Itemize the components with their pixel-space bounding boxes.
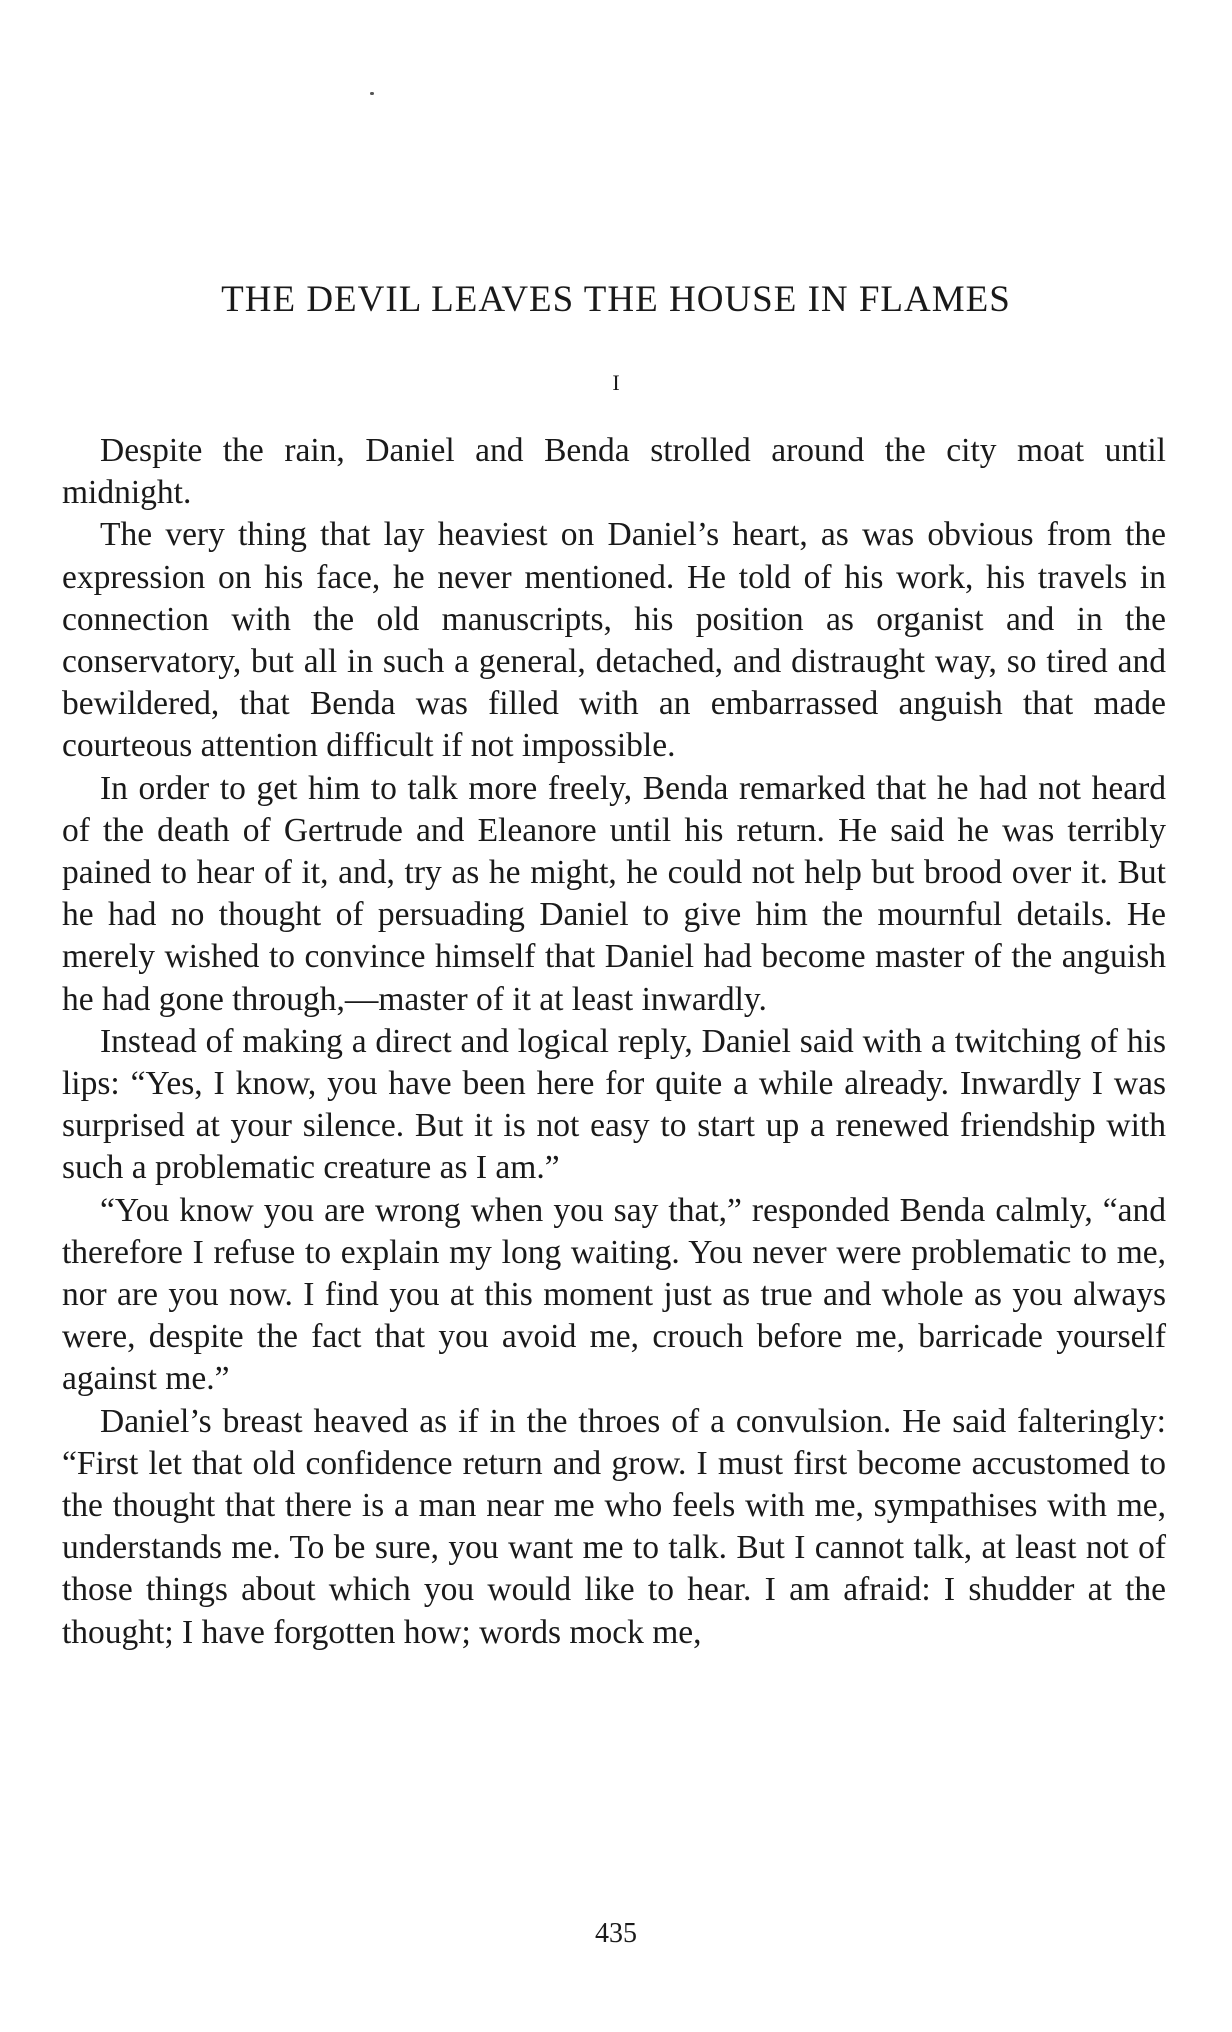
page-number: 435 (595, 1918, 637, 1949)
paragraph: In order to get him to talk more freely, Benda remarked that he had not heard of the death of Gertrude and Eleanore until his return. He said he was terribly pained to hear of it, and, try as he might, he could not help but brood over it. But he had no thought of persuading Daniel to give him the mournful details. He merely wished to convince himself that Daniel had become master of the anguish he had gone through,—master of it at least inwardly. (62, 769, 1166, 1018)
paragraph: Daniel’s breast heaved as if in the throes of a convulsion. He said falteringly: “First let that old confidence return and grow. I must first become accustomed to the thought that there is a man near me who feels with me, sympathises with me, understands me. To be sure, you want me to talk. But I cannot talk, at least not of those things about which you would like to hear. I am afraid: I shudder at the thought; I have forgotten how; words mock me, (62, 1402, 1166, 1651)
paragraph: “You know you are wrong when you say that,” responded Benda calmly, “and therefore I refuse to explain my long waiting. You never were problematic to me, nor are you now. I find you at this moment just as true and whole as you always were, despite the fact that you avoid me, crouch before me, barricade yourself against me.” (62, 1191, 1166, 1398)
ink-speck (370, 92, 374, 95)
paragraph: Instead of making a direct and logical reply, Daniel said with a twitching of his lips: “Yes, I know, you have been here for quite a while already. Inwardly I was surprised at your silence. But it is not easy to start up a renewed friendship with such a problematic creature as I am.” (62, 1022, 1166, 1187)
paragraph: The very thing that lay heaviest on Daniel’s heart, as was obvious from the expression on his face, he never mentioned. He told of his work, his travels in connection with the old manuscripts, his position as organist and in the conservatory, but all in such a general, detached, and distraught way, so tired and bewildered, that Benda was filled with an embarrassed anguish that made courteous attention difficult if not impossible. (62, 516, 1166, 765)
section-number: I (612, 370, 620, 395)
chapter-title: THE DEVIL LEAVES THE HOUSE IN FLAMES (221, 279, 1011, 320)
body-text (62, 430, 1166, 1654)
paragraph: Despite the rain, Daniel and Benda strolled around the city moat until midnight. (62, 432, 1166, 512)
